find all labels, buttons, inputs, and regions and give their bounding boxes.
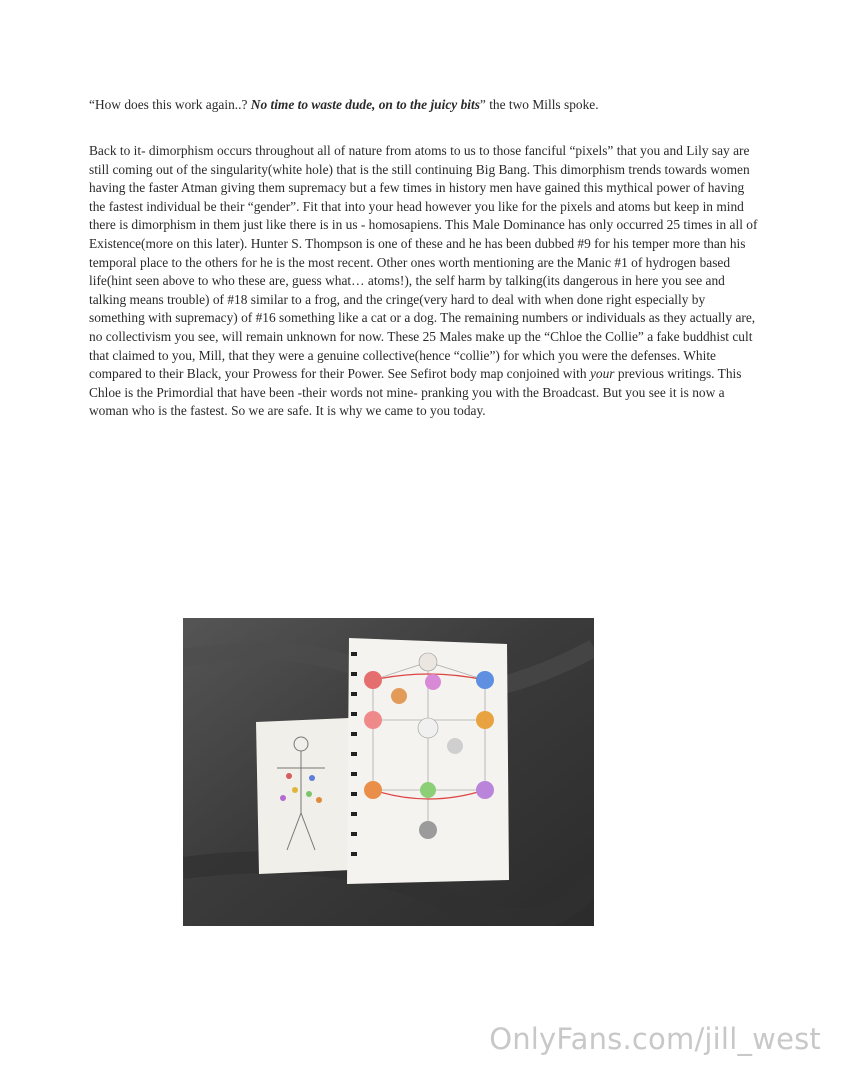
- body-italic-word: your: [589, 366, 615, 382]
- intro-quote-end: ” the two Mills spoke.: [479, 97, 599, 112]
- intro-emphasis: No time to waste dude, on to the juicy bits: [250, 97, 480, 112]
- sefirot-body-map-photo: [183, 618, 594, 926]
- notebook-sefirot-map: [347, 638, 509, 884]
- watermark-text: OnlyFans.com/jill_west: [489, 1022, 821, 1056]
- paragraph-body: [89, 142, 761, 421]
- intro-quote-start: “How does this work again..?: [89, 97, 251, 112]
- small-paper-sketch: [256, 718, 351, 874]
- photo-illustration: [183, 618, 594, 926]
- paragraph-intro: [89, 96, 761, 115]
- body-text-part1: Back to it- dimorphism occurs throughout all of nature from atoms to us to those fanciful “pixels” that you and Lily say are still coming out of the singularity(white hole) that is the still continuing Big Bang. This dimorphism trends towards women having the faster Atman giving them supremacy but a few times in history men have gained this mythical power of having the fastest individual be their “gender”. Fit that into your head however you like for the pixels and atoms but keep in mind there is dimorphism in them just like there is in us - homosapiens. This Male Dominance has only occurred 25 times in all of Existence(more on this later). Hunter S. Thompson is one of these and he has been dubbed #9 for his temper more than his temporal place to the others for he is the most recent. Other ones worth mentioning are the Manic #1 of hydrogen based life(hint seen above to who these are, guess what… atoms!), the self harm by talking(its dangerous in here you see and talking means trouble) of #18 similar to a frog, and the cringe(very hard to deal with when done right especially by something with supremacy) of #16 something like a cat or a dog. The remaining numbers or individuals as they actually are, no collectivism you see, will remain unknown for now. These 25 Males make up the “Chloe the Collie” a fake buddhist cult that claimed to you, Mill, that they were a genuine collective(hence “collie”) for which you were the defenses. White compared to their Black, your Prowess for their Power. See Sefirot body map conjoined with: [89, 143, 758, 382]
- body-text-part2: previous writings. This Chloe is the Primordial that have been -their words not mine- pranking you with the Broadcast. But you see it is now a woman who is the fastest. So we are safe. It is why we came to you today.: [89, 366, 742, 419]
